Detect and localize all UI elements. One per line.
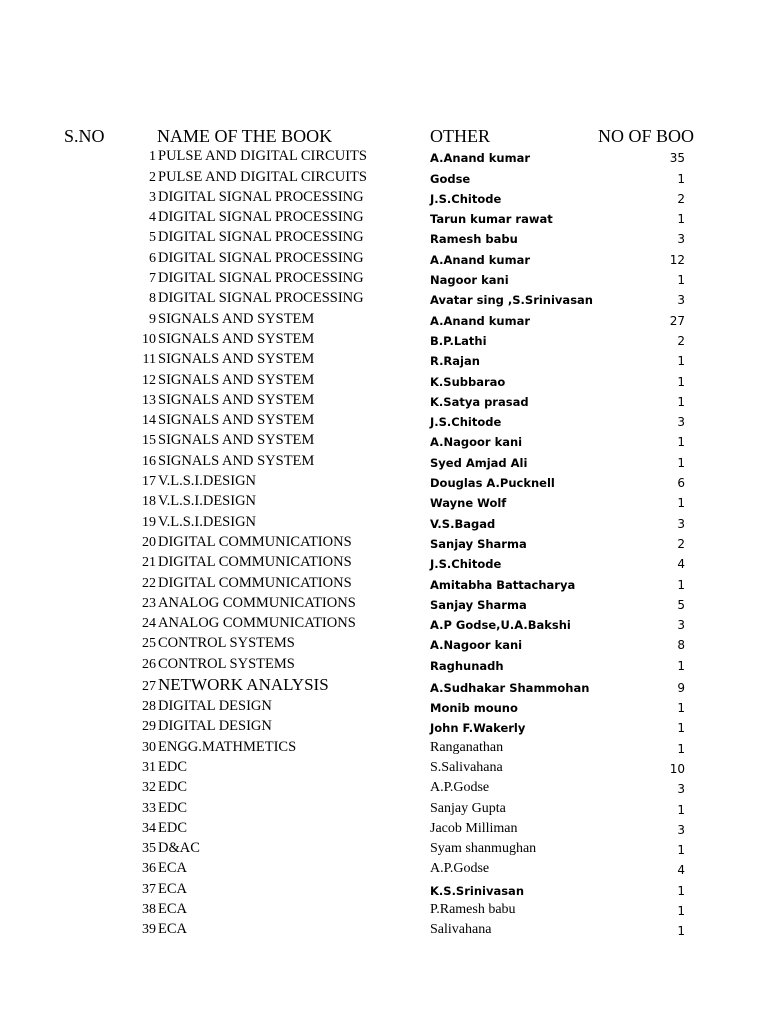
- table-row: [0, 799, 768, 819]
- cell-sno: 13: [142, 392, 156, 408]
- cell-other: K.Subbarao: [430, 374, 506, 389]
- cell-other: Ramesh babu: [430, 232, 518, 247]
- header-other: OTHER: [430, 126, 490, 146]
- cell-book-name: SIGNALS AND SYSTEM: [158, 371, 315, 388]
- cell-sno: 6: [149, 250, 156, 266]
- cell-book-name: DIGITAL DESIGN: [158, 718, 272, 735]
- cell-no-of-books: 4: [677, 557, 685, 572]
- cell-sno: 30: [142, 739, 156, 755]
- cell-no-of-books: 1: [677, 496, 685, 511]
- cell-book-name: V.L.S.I.DESIGN: [158, 473, 257, 490]
- table-row: [0, 310, 768, 330]
- cell-sno: 22: [142, 575, 156, 591]
- table-row: [0, 270, 768, 290]
- cell-book-name: DIGITAL COMMUNICATIONS: [158, 554, 352, 571]
- cell-sno: 36: [142, 861, 156, 877]
- cell-book-name: SIGNALS AND SYSTEM: [158, 330, 315, 347]
- cell-other: A.Sudhakar Shammohan: [430, 680, 590, 695]
- cell-other: A.Anand kumar: [430, 252, 531, 267]
- table-row: [0, 473, 768, 493]
- table-row: [0, 392, 768, 412]
- cell-other: Avatar sing ,S.Srinivasan: [430, 293, 593, 308]
- table-row: [0, 432, 768, 452]
- cell-book-name: D&AC: [158, 840, 200, 857]
- table-row: [0, 412, 768, 432]
- cell-no-of-books: 27: [669, 313, 685, 328]
- cell-other: Sanjay Sharma: [430, 536, 527, 551]
- cell-other: Sanjay Sharma: [430, 597, 527, 612]
- cell-no-of-books: 8: [677, 638, 685, 653]
- cell-no-of-books: 1: [677, 374, 685, 389]
- cell-no-of-books: 1: [677, 273, 685, 288]
- cell-sno: 2: [149, 169, 156, 185]
- cell-sno: 14: [142, 413, 156, 429]
- cell-no-of-books: 1: [677, 883, 685, 898]
- table-row: [0, 820, 768, 840]
- cell-other: Salivahana: [430, 922, 492, 938]
- cell-sno: 37: [142, 881, 156, 897]
- cell-book-name: DIGITAL SIGNAL PROCESSING: [158, 270, 364, 287]
- cell-sno: 21: [142, 555, 156, 571]
- cell-book-name: SIGNALS AND SYSTEM: [158, 432, 315, 449]
- cell-no-of-books: 2: [677, 536, 685, 551]
- cell-no-of-books: 3: [677, 782, 685, 797]
- cell-book-name: DIGITAL SIGNAL PROCESSING: [158, 229, 364, 246]
- cell-no-of-books: 3: [677, 516, 685, 531]
- table-row: [0, 655, 768, 675]
- table-row: [0, 513, 768, 533]
- cell-book-name: ENGG.MATHMETICS: [158, 738, 297, 755]
- cell-no-of-books: 6: [677, 476, 685, 491]
- cell-sno: 31: [142, 759, 156, 775]
- cell-book-name: DIGITAL SIGNAL PROCESSING: [158, 209, 364, 226]
- cell-book-name: V.L.S.I.DESIGN: [158, 493, 257, 510]
- header-book-name: NAME OF THE BOOK: [157, 126, 333, 146]
- cell-no-of-books: 4: [677, 863, 685, 878]
- cell-book-name: SIGNALS AND SYSTEM: [158, 351, 315, 368]
- cell-sno: 5: [149, 230, 156, 246]
- cell-no-of-books: 1: [677, 212, 685, 227]
- cell-other: A.P Godse,U.A.Bakshi: [430, 618, 571, 633]
- table-row: [0, 452, 768, 472]
- cell-other: A.Anand kumar: [430, 313, 531, 328]
- cell-other: Douglas A.Pucknell: [430, 476, 555, 491]
- cell-book-name: SIGNALS AND SYSTEM: [158, 310, 315, 327]
- cell-no-of-books: 1: [677, 577, 685, 592]
- cell-other: Syam shanmughan: [430, 841, 537, 857]
- cell-sno: 7: [149, 271, 156, 287]
- cell-sno: 34: [142, 820, 156, 836]
- cell-sno: 3: [149, 189, 156, 205]
- cell-no-of-books: 1: [677, 435, 685, 450]
- cell-book-name: DIGITAL SIGNAL PROCESSING: [158, 290, 364, 307]
- cell-other: A.P.Godse: [430, 780, 490, 796]
- cell-book-name: EDC: [158, 779, 187, 796]
- cell-other: Godse: [430, 171, 471, 186]
- table-row: [0, 351, 768, 371]
- cell-book-name: DIGITAL COMMUNICATIONS: [158, 574, 352, 591]
- cell-other: J.S.Chitode: [430, 557, 502, 572]
- cell-other: J.S.Chitode: [430, 191, 502, 206]
- cell-book-name: NETWORK ANALYSIS: [158, 674, 329, 694]
- cell-no-of-books: 35: [669, 151, 685, 166]
- table-row: [0, 493, 768, 513]
- cell-no-of-books: 1: [677, 843, 685, 858]
- cell-no-of-books: 1: [677, 741, 685, 756]
- cell-no-of-books: 1: [677, 721, 685, 736]
- cell-no-of-books: 1: [677, 354, 685, 369]
- cell-other: Amitabha Battacharya: [430, 577, 576, 592]
- cell-other: Nagoor kani: [430, 273, 509, 288]
- cell-book-name: SIGNALS AND SYSTEM: [158, 412, 315, 429]
- table-row: [0, 901, 768, 921]
- table-row: [0, 738, 768, 758]
- cell-no-of-books: 5: [677, 597, 685, 612]
- cell-other: Wayne Wolf: [430, 496, 507, 511]
- cell-sno: 8: [149, 291, 156, 307]
- cell-book-name: PULSE AND DIGITAL CIRCUITS: [158, 148, 367, 165]
- table-row: [0, 880, 768, 900]
- cell-no-of-books: 1: [677, 658, 685, 673]
- cell-book-name: CONTROL SYSTEMS: [158, 635, 295, 652]
- cell-book-name: DIGITAL COMMUNICATIONS: [158, 533, 352, 550]
- cell-no-of-books: 10: [669, 761, 685, 776]
- cell-sno: 11: [142, 352, 156, 368]
- cell-sno: 27: [142, 678, 156, 694]
- table-row: [0, 331, 768, 351]
- cell-other: A.Nagoor kani: [430, 435, 523, 450]
- cell-sno: 19: [142, 514, 156, 530]
- cell-other: Raghunadh: [430, 658, 504, 673]
- cell-sno: 25: [142, 636, 156, 652]
- cell-sno: 24: [142, 616, 156, 632]
- cell-no-of-books: 12: [669, 252, 685, 267]
- cell-other: Sanjay Gupta: [430, 800, 506, 816]
- table-row: [0, 554, 768, 574]
- cell-other: A.Nagoor kani: [430, 638, 523, 653]
- cell-no-of-books: 2: [677, 191, 685, 206]
- table-row: [0, 249, 768, 269]
- cell-other: B.P.Lathi: [430, 333, 487, 348]
- cell-sno: 23: [142, 595, 156, 611]
- cell-other: V.S.Bagad: [430, 516, 496, 531]
- cell-no-of-books: 3: [677, 822, 685, 837]
- cell-sno: 26: [142, 656, 156, 672]
- cell-other: K.S.Srinivasan: [430, 883, 525, 898]
- table-row: [0, 229, 768, 249]
- cell-book-name: ECA: [158, 880, 187, 897]
- cell-sno: 20: [142, 534, 156, 550]
- table-row: [0, 615, 768, 635]
- table-row: [0, 209, 768, 229]
- table-row: [0, 371, 768, 391]
- table-row: [0, 698, 768, 718]
- cell-book-name: DIGITAL SIGNAL PROCESSING: [158, 249, 364, 266]
- table-row: [0, 779, 768, 799]
- table-row: [0, 676, 768, 698]
- header-no-of-books: NO OF BOO: [598, 126, 695, 146]
- cell-no-of-books: 3: [677, 618, 685, 633]
- cell-book-name: V.L.S.I.DESIGN: [158, 513, 257, 530]
- cell-book-name: ECA: [158, 900, 187, 917]
- cell-sno: 38: [142, 901, 156, 917]
- cell-other: Monib mouno: [430, 701, 518, 716]
- table-row: [0, 189, 768, 209]
- cell-no-of-books: 3: [677, 293, 685, 308]
- cell-other: John F.Wakerly: [430, 721, 526, 736]
- cell-other: Tarun kumar rawat: [430, 212, 553, 227]
- cell-other: S.Salivahana: [430, 759, 503, 775]
- cell-other: Ranganathan: [430, 739, 504, 755]
- cell-sno: 29: [142, 719, 156, 735]
- table-row: [0, 921, 768, 941]
- cell-sno: 4: [149, 210, 156, 226]
- cell-sno: 33: [142, 800, 156, 816]
- cell-book-name: EDC: [158, 819, 187, 836]
- cell-no-of-books: 1: [677, 394, 685, 409]
- cell-other: R.Rajan: [430, 354, 480, 369]
- cell-no-of-books: 1: [677, 171, 685, 186]
- cell-book-name: ECA: [158, 860, 187, 877]
- cell-no-of-books: 2: [677, 333, 685, 348]
- cell-sno: 17: [142, 474, 156, 490]
- cell-book-name: ANALOG COMMUNICATIONS: [158, 594, 356, 611]
- cell-no-of-books: 1: [677, 701, 685, 716]
- cell-sno: 15: [142, 433, 156, 449]
- cell-other: A.P.Godse: [430, 861, 490, 877]
- cell-sno: 10: [142, 331, 156, 347]
- cell-sno: 32: [142, 780, 156, 796]
- cell-sno: 18: [142, 494, 156, 510]
- cell-sno: 35: [142, 841, 156, 857]
- table-row: [0, 860, 768, 880]
- cell-no-of-books: 1: [677, 903, 685, 918]
- table-row: [0, 635, 768, 655]
- cell-sno: 9: [149, 311, 156, 327]
- table-row: [0, 148, 768, 168]
- cell-sno: 39: [142, 922, 156, 938]
- cell-sno: 1: [149, 149, 156, 165]
- cell-no-of-books: 1: [677, 455, 685, 470]
- cell-other: J.S.Chitode: [430, 415, 502, 430]
- table-row: [0, 595, 768, 615]
- cell-book-name: DIGITAL DESIGN: [158, 698, 272, 715]
- table-row: [0, 759, 768, 779]
- cell-other: A.Anand kumar: [430, 151, 531, 166]
- cell-book-name: EDC: [158, 799, 187, 816]
- table-row: [0, 168, 768, 188]
- cell-book-name: DIGITAL SIGNAL PROCESSING: [158, 188, 364, 205]
- header-sno: S.NO: [64, 126, 105, 146]
- cell-book-name: ANALOG COMMUNICATIONS: [158, 615, 356, 632]
- cell-book-name: SIGNALS AND SYSTEM: [158, 452, 315, 469]
- cell-no-of-books: 3: [677, 415, 685, 430]
- table-row: [0, 290, 768, 310]
- cell-sno: 16: [142, 453, 156, 469]
- cell-other: Syed Amjad Ali: [430, 455, 528, 470]
- cell-other: K.Satya prasad: [430, 394, 529, 409]
- cell-book-name: SIGNALS AND SYSTEM: [158, 391, 315, 408]
- table-row: [0, 718, 768, 738]
- cell-no-of-books: 3: [677, 232, 685, 247]
- cell-book-name: PULSE AND DIGITAL CIRCUITS: [158, 168, 367, 185]
- cell-other: Jacob Milliman: [430, 820, 518, 836]
- cell-no-of-books: 9: [677, 680, 685, 695]
- cell-book-name: ECA: [158, 921, 187, 938]
- book-table-body: [0, 148, 768, 941]
- table-row: [0, 574, 768, 594]
- cell-sno: 12: [142, 372, 156, 388]
- cell-book-name: CONTROL SYSTEMS: [158, 655, 295, 672]
- cell-no-of-books: 1: [677, 924, 685, 939]
- cell-other: P.Ramesh babu: [430, 901, 516, 917]
- cell-book-name: EDC: [158, 758, 187, 775]
- table-row: [0, 840, 768, 860]
- cell-no-of-books: 1: [677, 802, 685, 817]
- cell-sno: 28: [142, 699, 156, 715]
- table-row: [0, 534, 768, 554]
